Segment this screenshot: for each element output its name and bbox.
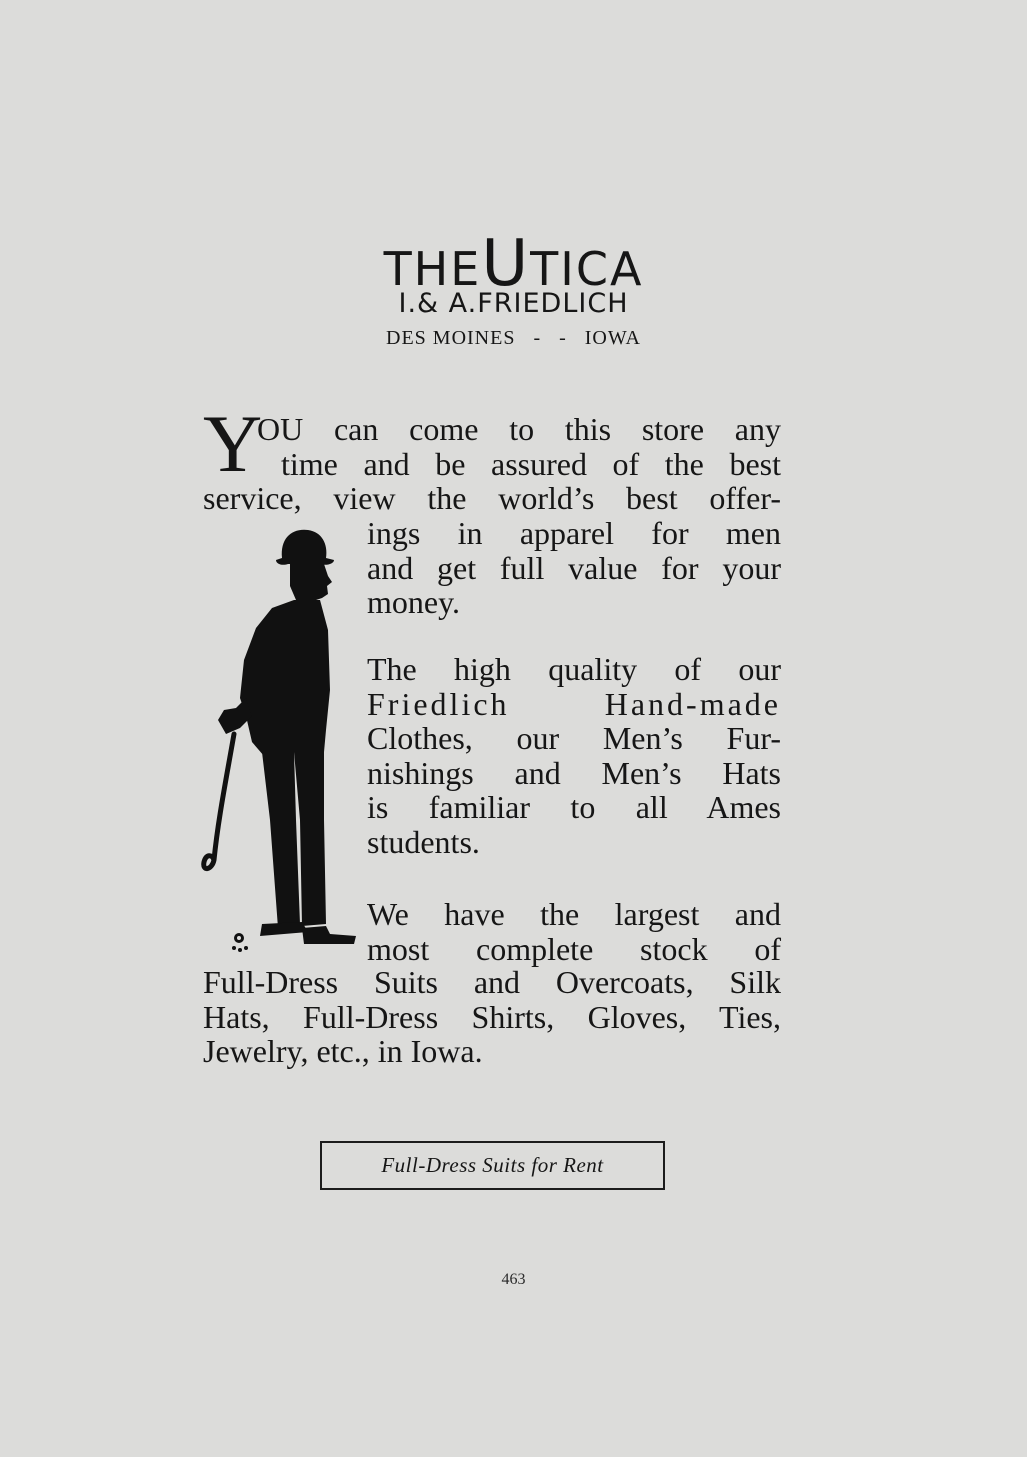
text-line: Clothes, our Men’s Fur-: [367, 720, 781, 756]
text-line: and get full value for your: [367, 549, 781, 586]
text-line: is familiar to all Ames: [367, 789, 781, 825]
paragraph-two: [367, 652, 781, 859]
text-line: OU can come to this store any: [257, 411, 781, 447]
drop-cap: Y: [203, 398, 263, 489]
text-line: time and be assured of the best: [281, 445, 781, 482]
rent-notice-text: Full-Dress Suits for Rent: [381, 1153, 604, 1177]
store-name-part: THE: [383, 242, 482, 296]
store-name-initial: U: [481, 227, 531, 301]
text-line: nishings and Men’s Hats: [367, 754, 781, 791]
text-line: We have the largest and: [367, 896, 781, 932]
owner-name: I.& A.FRIEDLICH: [398, 288, 629, 319]
paragraph-three: [367, 897, 781, 966]
intro-paragraph: [203, 412, 781, 516]
text-line: ings in apparel for men: [367, 515, 781, 551]
page-number: 463: [501, 1271, 526, 1288]
gentleman-silhouette-illustration: [196, 520, 371, 960]
text-line: Hats, Full-Dress Shirts, Gloves, Ties,: [203, 998, 781, 1035]
paragraph-one: [367, 516, 781, 620]
rent-notice-box: [320, 1141, 665, 1190]
text-line: money.: [367, 584, 461, 620]
store-name-part: TICA: [530, 242, 644, 296]
text-line: service, view the world’s best offer-: [203, 480, 781, 516]
text-line: The high quality of our: [367, 651, 781, 687]
text-line: students.: [367, 823, 480, 860]
store-location: DES MOINES - - IOWA: [386, 327, 641, 349]
text-line: Jewelry, etc., in Iowa.: [203, 1033, 483, 1069]
text-line: Full-Dress Suits and Overcoats, Silk: [203, 964, 781, 1000]
store-name: [0, 227, 1027, 301]
text-line: most complete stock of: [367, 930, 781, 967]
closing-paragraph: [203, 965, 781, 1069]
text-line: Friedlich Hand-made: [367, 685, 781, 722]
